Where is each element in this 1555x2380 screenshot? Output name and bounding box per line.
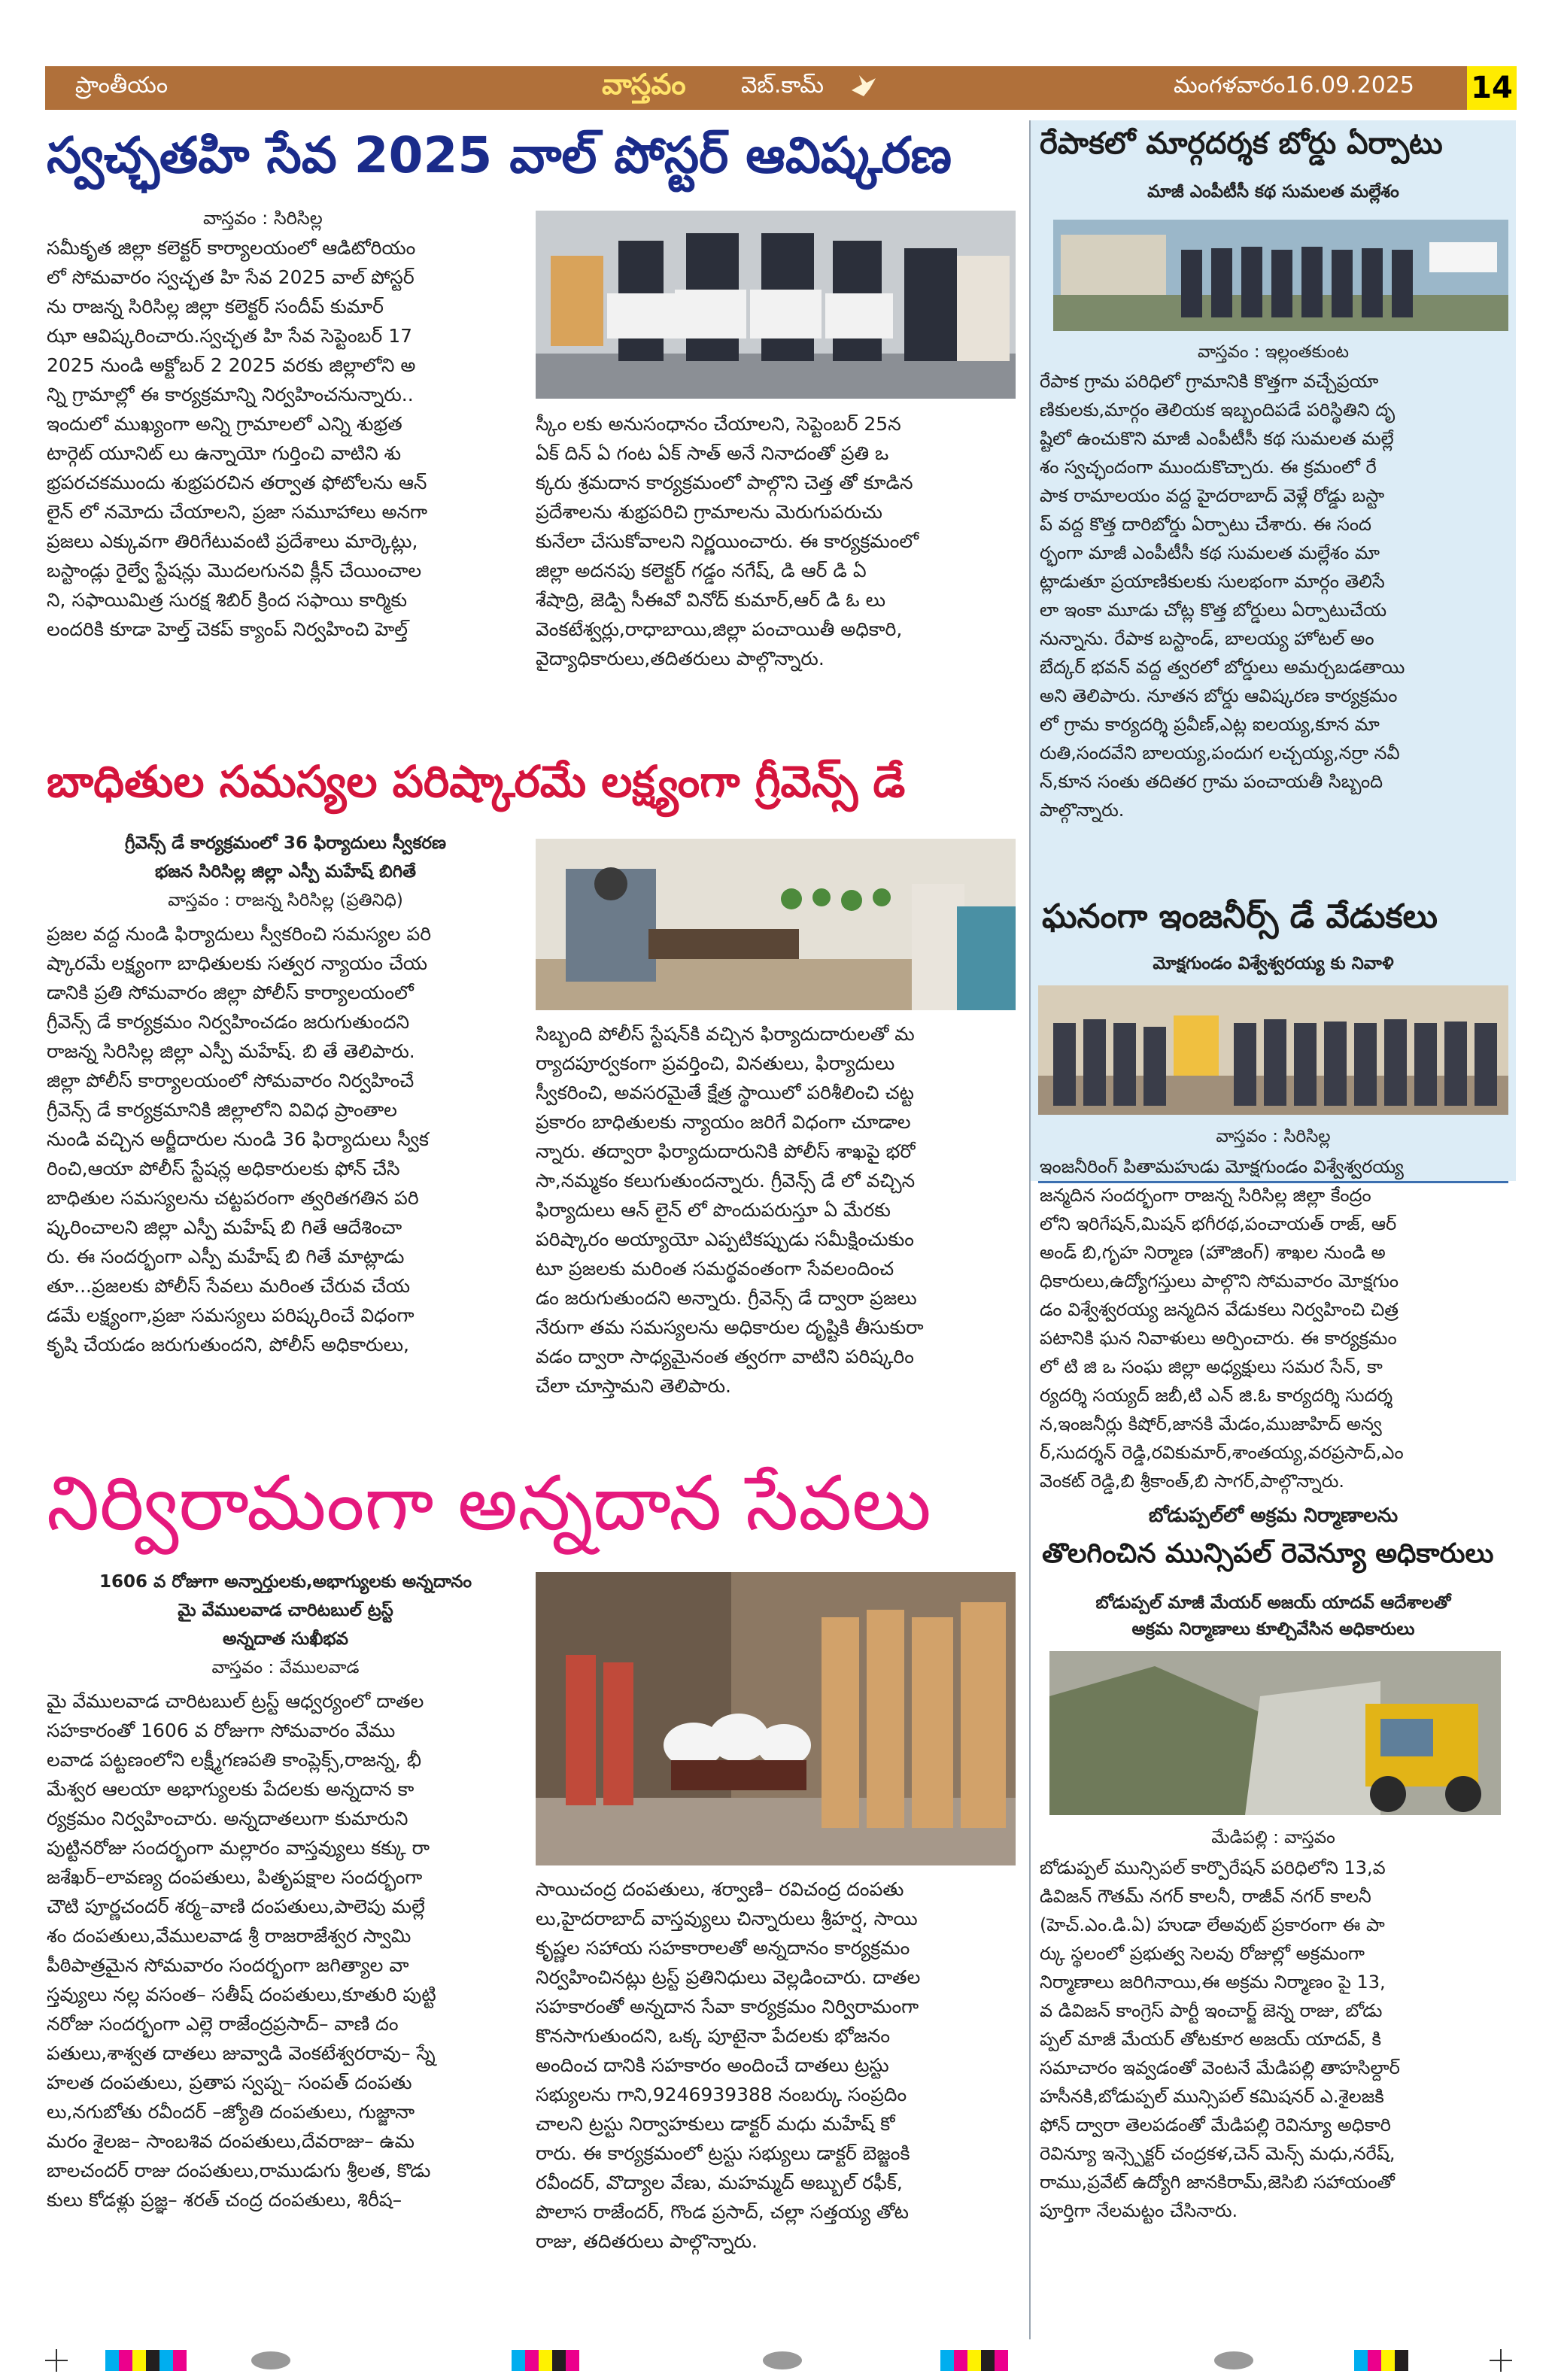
story2-line: ఫిర్యాదులు ఆన్ లైన్ లో పొందుపరుస్తూ ఏ మేరకు xyxy=(536,1199,891,1221)
story2-line: డానికి ప్రతి సోమవారం జిల్లా పోలీస్ కార్యాలయంలో xyxy=(47,982,414,1003)
story3-line: లు,నగుబోతు రవీందర్ –జ్యోతి దంపతులు, గుజ్జానా xyxy=(47,2101,415,2123)
story3-line: సాయిచంద్ర దంపతులు, శర్వాణి– రవిచంద్ర దంపతు xyxy=(536,1878,904,1900)
side3-line: బోడుప్పల్ మున్సిపల్ కార్పొరేషన్ పరిధిలోని 13,వ xyxy=(1040,1857,1386,1878)
story1-line: కునేలా చేసుకోవాలని నిర్ణయించారు. ఈ కార్యక్రమంలో xyxy=(536,530,919,552)
story3-line: శం దంపతులు,వేములవాడ శ్రీ రాజరాజేశ్వర స్వామి xyxy=(47,1925,412,1947)
side1-line: న్,కూన సంతు తదితర గ్రామ పంచాయతీ సిబ్బంది xyxy=(1040,771,1383,792)
side1-line: లా ఇంకా మూడు చోట్ల కొత్త బోర్డులు ఏర్పాటుచేయ xyxy=(1040,600,1387,621)
side1-line: పాల్గొన్నారు. xyxy=(1040,800,1125,821)
story2-line: నేరుగా తమ సమస్యలను అధికారుల దృష్టికి తీసుకురా xyxy=(536,1316,924,1338)
story1-col1 xyxy=(47,233,524,644)
sidebar-rule xyxy=(1038,1181,1508,1183)
page-header xyxy=(45,66,1516,110)
story1-line: టార్గెట్ యూనిట్ లు ఉన్నాయో గుర్తించి వాటిని శు xyxy=(47,442,402,464)
side1-dateline: వాస్తవం : ఇల్లంతకుంట xyxy=(1197,342,1349,362)
side3-subhead-2: అక్రమ నిర్మాణాలు కూల్చివేసిన అధికారులు xyxy=(1131,1620,1415,1639)
side1-line: బేద్కర్ భవన్ వద్ద త్వరలో బోర్డులు అమర్చబడతాయి xyxy=(1040,657,1405,678)
story1-line: ప్రజలు ఎక్కువగా తిరిగేటువంటి ప్రదేశాలు మార్కెట్లు, xyxy=(47,530,418,552)
story1-line: లందరికి కూడా హెల్త్ చెకప్ క్యాంప్ నిర్వహించి హెల్త్ xyxy=(47,618,408,640)
story3-line: చౌటి పూర్ణచందర్ శర్మ–వాణి దంపతులు,పాలెపు మల్లే xyxy=(47,1896,425,1917)
story2-line: స్వీకరించి, అవసరమైతే క్షేత్ర స్థాయిలో పరిశీలించి చట్ట xyxy=(536,1082,914,1103)
story1-photo xyxy=(536,211,1016,399)
story3-dateline: వాస్తవం : వేములవాడ xyxy=(211,1658,360,1677)
story3-line: లు,హైదరాబాద్ వాస్తవ్యులు చిన్నారులు శ్రీహర్ష, సాయి xyxy=(536,1908,918,1929)
story3-line: పుట్టినరోజు సందర్భంగా మల్లారం వాస్తవ్యులు కక్కు రా xyxy=(47,1837,430,1859)
side1-line: శం స్వచ్ఛందంగా ముందుకొచ్చారు. ఈ క్రమంలో రే xyxy=(1040,457,1377,478)
story3-col2 xyxy=(536,1875,1016,2256)
side3-line: సమాచారం ఇవ్వడంతో వెంటనే మేడిపల్లి తాహసిల్దార్ xyxy=(1040,2057,1400,2078)
paper-name: వాస్తవం xyxy=(602,68,686,101)
side2-line: జన్మదిన సందర్భంగా రాజన్న సిరిసిల్ల జిల్లా కేంద్రం xyxy=(1040,1185,1371,1206)
story1-headline: స్వచ్ఛతహి సేవ 2025 వాల్ పోస్టర్ ఆవిష్కరణ xyxy=(47,126,952,184)
side1-headline: రేపాకలో మార్గదర్శక బోర్డు ఏర్పాటు xyxy=(1040,126,1443,161)
side3-line: ర్కు స్థలంలో ప్రభుత్వ సెలవు రోజుల్లో అక్రమంగా xyxy=(1040,1943,1365,1964)
side3-line: పూర్తిగా నేలమట్టం చేసినారు. xyxy=(1040,2200,1238,2221)
side2-line: ర్,సుదర్శన్ రెడ్డి,రవికుమార్,శాంతయ్య,వరప్రసాద్,ఎం xyxy=(1040,1442,1404,1463)
story1-line: లైన్ లో నమోదు చేయాలని, ప్రజా సమూహాలు అనగా xyxy=(47,501,428,523)
story3-subhead-1: 1606 వ రోజుగా అన్నార్తులకు,అభాగ్యులకు అన్నదానం xyxy=(99,1572,472,1592)
story1-line: ప్రదేశాలను శుభ్రపరిచి గ్రామాలను మెరుగుపరుచు xyxy=(536,501,882,523)
story3-line: కులు కోడళ్లు ప్రజ్ఞ– శరత్ చంద్ర దంపతులు, శిరీష– xyxy=(47,2189,402,2211)
story3-line: నిర్వహించినట్లు ట్రస్ట్ ప్రతినిధులు వెల్లడించారు. దాతల xyxy=(536,1966,921,1988)
story1-line: ఝా ఆవిష్కరించారు.స్వచ్ఛత హి సేవ సెప్టెంబర్ 17 xyxy=(47,325,413,347)
side1-photo xyxy=(1053,220,1508,331)
story2-line: గ్రీవెన్స్ డే కార్యక్రమం నిర్వహించడం జరుగుతుందని xyxy=(47,1011,410,1033)
story1-line: లో సోమవారం స్వచ్ఛత హి సేవ 2025 వాల్ పోస్టర్ xyxy=(47,266,415,288)
story2-photo xyxy=(536,839,1016,1010)
side3-line: ప్పల్ మాజీ మేయర్ తోటకూర అజయ్ యాదవ్, కి xyxy=(1040,2029,1382,2050)
side3-line: నిర్మాణాలు జరిగినాయి,ఈ అక్రమ నిర్మాణం పై 13, xyxy=(1040,1972,1386,1993)
story1-col2 xyxy=(536,409,1016,673)
story2-col1 xyxy=(47,919,524,1359)
side1-line: ట్లాడుతూ ప్రయాణికులకు సులభంగా మార్గం తెలిసే xyxy=(1040,571,1385,592)
side2-line: అండ్ బి,గృహ నిర్మాణ (హౌజింగ్) శాఖల నుండి అ xyxy=(1040,1242,1386,1263)
story1-line: సమీకృత జిల్లా కలెక్టర్ కార్యాలయంలో ఆడిటోరియం xyxy=(47,237,416,259)
side1-line: ష్టిలో ఉంచుకొని మాజీ ఎంపీటీసీ కథ సుమలత మల్లే xyxy=(1040,428,1394,449)
story2-dateline: వాస్తవం : రాజన్న సిరిసిల్ల (ప్రతినిధి) xyxy=(168,891,403,910)
story3-line: లవాడ పట్టణంలోని లక్ష్మీగణపతి కాంప్లెక్స్,రాజన్న, భీ xyxy=(47,1749,421,1771)
story3-col1 xyxy=(47,1686,524,2215)
story3-line: మేశ్వర ఆలయా అభాగ్యులకు పేదలకు అన్నదాన కా xyxy=(47,1778,415,1800)
story1-line: ను రాజన్న సిరిసిల్ల జిల్లా కలెక్టర్ సందీప్ కుమార్ xyxy=(47,296,384,317)
side2-line: న,ఇంజనీర్లు కిషోర్,జానకి మేడం,ముజాహిద్ అన్వ xyxy=(1040,1413,1382,1434)
side1-line: ప్ వద్ద కొత్త దారిబోర్డు ఏర్పాటు చేశారు. ఈ సంద xyxy=(1040,514,1371,535)
story1-line: ని, సఫాయిమిత్ర సురక్ష శిబిర్ క్రింద సఫాయి కార్మికు xyxy=(47,589,408,611)
bird-icon xyxy=(849,71,879,107)
story3-line: ర్యక్రమం నిర్వహించారు. అన్నదాతలుగా కుమారుని xyxy=(47,1808,408,1829)
side2-headline: ఘనంగా ఇంజనీర్స్ డే వేడుకలు xyxy=(1042,897,1438,936)
side3-line: హసీనకి,బోడుప్పల్ మున్సిపల్ కమిషనర్ ఎ.శైలజకి xyxy=(1040,2086,1384,2107)
side3-body xyxy=(1040,1853,1510,2225)
side2-line: ర్యదర్శి సయ్యద్ జబీ,టి ఎన్ జి.ఓ కార్యదర్శి సుదర్శ xyxy=(1040,1385,1393,1406)
story3-line: పొలాస రాజేందర్, గొండ ప్రసాద్, చల్లా సత్తయ్య తోట xyxy=(536,2201,909,2223)
story3-headline: నిర్విరామంగా అన్నదాన సేవలు xyxy=(47,1459,931,1547)
side2-line: లోని ఇరిగేషన్,మిషన్ భగీరథ,పంచాయత్ రాజ్, ఆర్ xyxy=(1040,1213,1397,1234)
story2-subhead-1: గ్రీవెన్స్ డే కార్యక్రమంలో 36 ఫిర్యాదులు స్వీకరణ xyxy=(125,833,446,853)
story2-line: రాజన్న సిరిసిల్ల జిల్లా ఎస్పీ మహేష్. బి తే తెలిపారు. xyxy=(47,1040,415,1062)
side1-line: పాక రామాలయం వద్ద హైదరాబాద్ వెళ్లే రోడ్డు బస్టా xyxy=(1040,485,1385,506)
story1-line: స్కీం లకు అనుసంధానం చేయాలని, సెప్టెంబర్ 25న xyxy=(536,413,901,435)
side3-dateline: మేడిపల్లి : వాస్తవం xyxy=(1211,1828,1335,1847)
story2-line: సా,నమ్మకం కలుగుతుందన్నారు. గ్రీవెన్స్ డే లో వచ్చిన xyxy=(536,1170,916,1192)
story3-line: రాజు, తదితరులు పాల్గొన్నారు. xyxy=(536,2230,758,2252)
side2-line: పటానికి ఘన నివాళులు అర్పించారు. ఈ కార్యక్రమం xyxy=(1040,1328,1397,1349)
story2-line: గ్రీవెన్స్ డే కార్యక్రమానికి జిల్లాలోని వివిధ ప్రాంతాల xyxy=(47,1099,397,1121)
story1-line: 2025 నుండి అక్టోబర్ 2 2025 వరకు జిల్లాలోని అ xyxy=(47,354,416,376)
story1-line: ఏక్ దిన్ ఏ గంట ఏక్ సాత్ అనే నినాదంతో ప్రతి ఒ xyxy=(536,442,889,464)
story2-line: వడం ద్వారా సాధ్యమైనంత త్వరగా వాటిని పరిష్కరిం xyxy=(536,1346,914,1368)
side1-line: లో గ్రామ కార్యదర్శి ప్రవీణ్,ఎట్ల ఐలయ్య,కూన మా xyxy=(1040,714,1380,735)
story2-line: టూ ప్రజలకు మరింత సమర్థవంతంగా సేవలందించ xyxy=(536,1258,894,1280)
side2-line: లో టి జి ఒ సంఘ జిల్లా అధ్యక్షులు సమర సేన్, కా xyxy=(1040,1356,1383,1377)
story3-line: స్తవ్యులు నల్ల వసంత– సతీష్ దంపతులు,కూతురి పుట్టి xyxy=(47,1984,436,2005)
side1-line: రుతి,సందవేని బాలయ్య,పందుగ లచ్చయ్య,నర్రా నవీ xyxy=(1040,742,1400,763)
story2-line: సిబ్బంది పోలీస్ స్టేషన్‌కి వచ్చిన ఫిర్యాదుదారులతో మ xyxy=(536,1023,915,1045)
story3-line: మరం శైలజ– సాంబశివ దంపతులు,దేవరాజు– ఉమ xyxy=(47,2130,415,2152)
story2-col2 xyxy=(536,1019,1016,1401)
side3-line: రాము,ప్రవేట్ ఉద్యోగి జానకిరామ్,జెసిబి సహాయంతో xyxy=(1040,2172,1395,2193)
story3-line: చాలని ట్రస్టు నిర్వాహకులు డాక్టర్ మధు మహేష్ కో xyxy=(536,2113,895,2135)
side3-subhead-1: బోడుప్పల్ మాజీ మేయర్ అజయ్ యాదవ్ ఆదేశాలతో xyxy=(1095,1593,1451,1613)
column-divider xyxy=(1029,120,1031,2339)
side2-subhead: మోక్షగుండం విశ్వేశ్వరయ్య కు నివాళి xyxy=(1153,954,1394,973)
story3-photo xyxy=(536,1572,1016,1865)
side2-line: ఇంజనీరింగ్ పితామహుడు మోక్షగుండం విశ్వేశ్వరయ్య xyxy=(1040,1156,1404,1177)
story3-line: పతులు,శాశ్వత దాతలు జువ్వాడి వెంకటేశ్వరరావు– స్నే xyxy=(47,2042,436,2064)
print-registration-strip xyxy=(0,2345,1555,2377)
side3-photo xyxy=(1049,1651,1501,1815)
story3-line: రారు. ఈ కార్యక్రమంలో ట్రస్టు సభ్యులు డాక్టర్ బెజ్జంకి xyxy=(536,2142,910,2164)
story1-line: శేషాద్రి, జెడ్పి సీఈవో వినోద్ కుమార్,ఆర్ డి ఓ లు xyxy=(536,589,886,611)
side2-line: ధికారులు,ఉద్యోగస్తులు పాల్గొని సోమవారం మోక్షగుం xyxy=(1040,1270,1399,1292)
story2-line: నుండి వచ్చిన అర్జీదారుల నుండి 36 ఫిర్యాదులు స్వీక xyxy=(47,1128,429,1150)
story3-line: సభ్యులను గాని,9246939388 నంబర్కు సంప్రదిం xyxy=(536,2084,907,2105)
side1-line: ర్భంగా మాజీ ఎంపీటీసీ కథ సుమలత మల్లేశం మా xyxy=(1040,542,1380,563)
side3-line: ఫోన్ ద్వారా తెలపడంతో మేడిపల్లి రెవిన్యూ అధికారి xyxy=(1040,2114,1391,2136)
story1-line: వెంకటేశ్వర్లు,రాధాబాయి,జిల్లా పంచాయితీ అధికారి, xyxy=(536,618,903,640)
story1-line: వైద్యాధికారులు,తదితరులు పాల్గొన్నారు. xyxy=(536,648,825,669)
side3-line: డివిజన్ గౌతమ్ నగర్ కాలనీ, రాజీవ్ నగర్ కాలనీ xyxy=(1040,1886,1371,1907)
story1-line: భ్రపరచకముందు శుభ్రపరచిన తర్వాత ఫోటోలను ఆన్ xyxy=(47,472,427,493)
side1-line: నున్నాను. రేపాక బస్టాండ్, బాలయ్య హోటల్ అం xyxy=(1040,628,1374,649)
story3-subhead-2: మై వేములవాడ చారిటబుల్ ట్రస్ట్ xyxy=(178,1601,393,1620)
story2-line: రించి,ఆయా పోలీస్ స్టేషన్ల అధికారులకు ఫోన్ చేసి xyxy=(47,1158,400,1179)
story3-line: హలత దంపతులు, ప్రతాప స్వప్న– సంపత్ దంపతు xyxy=(47,2072,412,2093)
story2-line: డం జరుగుతుందని అన్నారు. గ్రీవెన్స్ డే ద్వారా ప్రజలు xyxy=(536,1287,917,1309)
side2-line: డం విశ్వేశ్వరయ్య జన్మదిన వేడుకలు నిర్వహించి చిత్ర xyxy=(1040,1299,1399,1320)
story3-line: పీఠిపాత్రమైన సోమవారం సందర్భంగా జగిత్యాల వా xyxy=(47,1954,409,1976)
story3-subhead-3: అన్నదాత సుఖీభవ xyxy=(223,1629,348,1649)
side1-line: అని తెలిపారు. నూతన బోర్డు ఆవిష్కరణ కార్యక్రమం xyxy=(1040,685,1398,706)
story1-line: బస్టాండ్లు రైల్వే స్టేషన్లు మొదలగునవి క్లీన్ చేయించాల xyxy=(47,560,422,581)
story2-headline: బాధితుల సమస్యల పరిష్కారమే లక్ష్యంగా గ్రీవెన్స్ డే xyxy=(47,756,906,807)
side3-line: రెవిన్యూ ఇన్స్పెక్టర్ చంద్రకళ,చెన్ మెన్స్ మధు,నరేష్, xyxy=(1040,2143,1396,2164)
story3-line: మై వేములవాడ చారిటబుల్ ట్రస్ట్ ఆధ్వర్యంలో దాతల xyxy=(47,1690,424,1712)
story2-line: చేలా చూస్తామని తెలిపారు. xyxy=(536,1375,731,1397)
story2-line: తూ...ప్రజలకు పోలీస్ సేవలు మరింత చేరువ చేయ xyxy=(47,1275,411,1297)
page-number: 14 xyxy=(1467,66,1517,110)
side3-kicker: బోడుప్పల్‌లో అక్రమ నిర్మాణాలను xyxy=(1148,1504,1399,1527)
story2-line: డమే లక్ష్యంగా,ప్రజా సమస్యలు పరిష్కరించే విధంగా xyxy=(47,1304,415,1326)
side1-subhead: మాజీ ఎంపీటీసీ కథ సుమలత మల్లేశం xyxy=(1147,182,1399,202)
story1-line: ఇందులో ముఖ్యంగా అన్ని గ్రామాలలో ఎన్ని శుభ్రత xyxy=(47,413,402,435)
story1-line: జిల్లా అదనపు కలెక్టర్ గడ్డం నగేష్, డి ఆర్ డి ఏ xyxy=(536,560,867,581)
story2-line: న్నారు. తద్వారా ఫిర్యాదుదారునికి పోలీస్ శాఖపై భరో xyxy=(536,1140,916,1162)
story2-line: ర్యాదపూర్వకంగా ప్రవర్తించి, వినతులు, ఫిర్యాదులు xyxy=(536,1052,895,1074)
side1-line: రేపాక గ్రామ పరిధిలో గ్రామానికి కొత్తగా వచ్చేప్రయా xyxy=(1040,371,1379,392)
story3-line: నరోజు సందర్భంగా ఎల్లె రాజేంద్రప్రసాద్– వాణి దం xyxy=(47,2013,399,2035)
story3-line: అందించ దానికి సహకారం అందించే దాతలు ట్రస్టు xyxy=(536,2054,889,2076)
issue-date: మంగళవారం16.09.2025 xyxy=(1174,72,1414,99)
side2-line: వెంకట్ రెడ్డి,బి శ్రీకాంత్,బి సాగర్,పాల్గొన్నారు. xyxy=(1040,1471,1345,1492)
story3-line: జశేఖర్–లావణ్య దంపతులు, పితృపక్షాల సందర్భంగా xyxy=(47,1866,423,1888)
story2-line: పరిష్కారం అయ్యాయో ఎప్పటికప్పుడు సమీక్షించుకుం xyxy=(536,1228,914,1250)
story2-line: జిల్లా పోలీస్ కార్యాలయంలో సోమవారం నిర్వహించే xyxy=(47,1070,415,1091)
side3-line: (హెచ్.ఎం.డి.ఏ) హుడా లేఅవుట్ ప్రకారంగా ఈ పా xyxy=(1040,1914,1385,1935)
side1-body xyxy=(1040,367,1510,824)
story2-line: కృషి చేయడం జరుగుతుందని, పోలీస్ అధికారులు, xyxy=(47,1334,409,1355)
story3-line: సహకారంతో 1606 వ రోజుగా సోమవారం వేము xyxy=(47,1720,396,1741)
side2-body xyxy=(1040,1152,1510,1495)
side2-photo xyxy=(1038,985,1508,1115)
story2-line: ప్రకారం బాధితులకు న్యాయం జరిగే విధంగా చూడాల xyxy=(536,1111,911,1133)
site-name: వెబ్.కామ్ xyxy=(741,72,825,99)
story1-dateline: వాస్తవం : సిరిసిల్ల xyxy=(203,208,323,229)
story2-line: రు. ఈ సందర్భంగా ఎస్పీ మహేష్ బి గితే మాట్లాడు xyxy=(47,1246,405,1267)
story2-line: ప్రజల వద్ద నుండి ఫిర్యాదులు స్వీకరించి సమస్యల పరి xyxy=(47,923,432,945)
story3-line: బాలచందర్ రాజు దంపతులు,రాముడుగు శ్రీలత, కొడు xyxy=(47,2160,431,2181)
story2-line: బాధితుల సమస్యలను చట్టపరంగా త్వరితగతిన పరి xyxy=(47,1187,419,1209)
story3-line: కొనసాగుతుందని, ఒక్క పూటైనా పేదలకు భోజనం xyxy=(536,2025,891,2047)
side1-line: ణికులకు,మార్గం తెలియక ఇబ్బందిపడే పరిస్థితిని దృ xyxy=(1040,399,1396,420)
story1-line: క్కరు శ్రమదాన కార్యక్రమంలో పాల్గొని చెత్త తో కూడిన xyxy=(536,472,913,493)
section-label: ప్రాంతీయం xyxy=(75,72,169,99)
side3-headline: తొలగించిన మున్సిపల్ రెవెన్యూ అధికారులు xyxy=(1042,1538,1494,1569)
story3-line: సహకారంతో అన్నదాన సేవా కార్యక్రమం నిర్విరామంగా xyxy=(536,1996,919,2017)
story2-subhead-2: భజన సిరిసిల్ల జిల్లా ఎస్పీ మహేష్ బిగితే xyxy=(154,862,417,882)
story3-line: కృష్ణల సహాయ సహకారాలతో అన్నదానం కార్యక్రమం xyxy=(536,1937,910,1959)
story2-line: ష్కారమే లక్ష్యంగా బాధితులకు సత్వర న్యాయం చేయ xyxy=(47,952,428,974)
story3-line: రవీందర్, వొద్యాల వేణు, మహమ్మద్ అబ్బుల్ రఫీక్, xyxy=(536,2172,903,2193)
story2-line: ష్కరించాలని జిల్లా ఎస్పీ మహేష్ బి గితే ఆదేశించా xyxy=(47,1216,402,1238)
story1-line: న్ని గ్రామాల్లో ఈ కార్యక్రమాన్ని నిర్వహించనున్నారు.. xyxy=(47,384,414,405)
side3-line: వ డివిజన్ కాంగ్రెస్ పార్టీ ఇంచార్జ్ జెన్న రాజు, బోడు xyxy=(1040,2000,1383,2021)
side2-dateline: వాస్తవం : సిరిసిల్ల xyxy=(1216,1127,1331,1146)
